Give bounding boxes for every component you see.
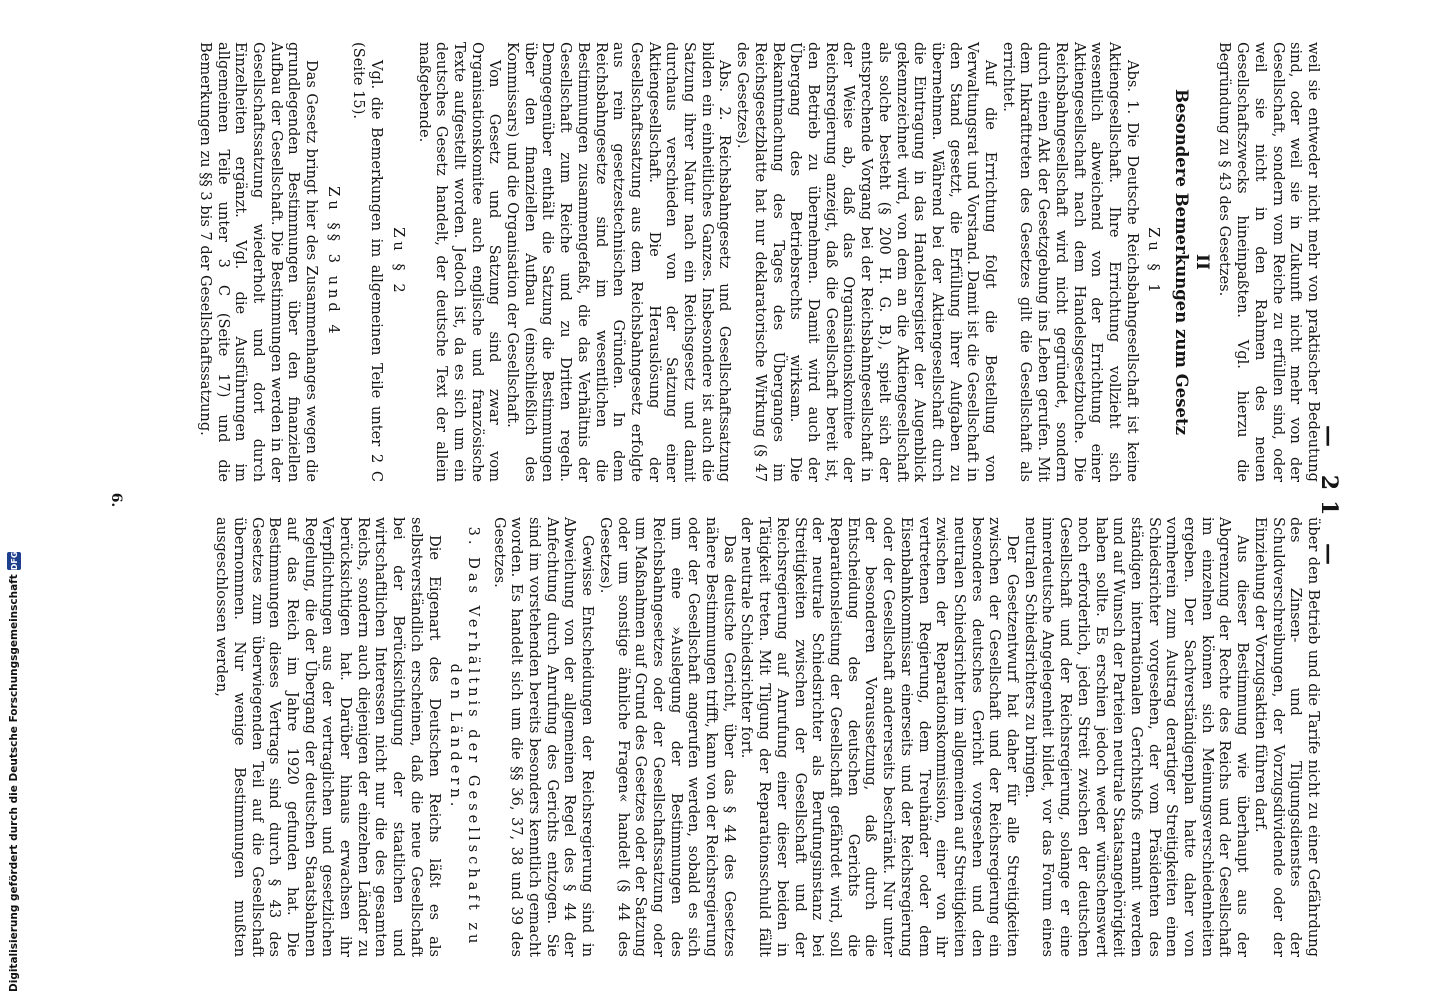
left-column <box>196 42 1322 482</box>
paragraph: Vgl. die Bemerkungen im allgemeinen Teile unter 2 C (Seite 15). <box>350 42 386 482</box>
paragraph: Aus dieser Bestimmung wie überhaupt aus der Abgrenzung der Rechte des Reichs und der Gesellschaft im einzelnen können sich Meinungsverschiedenheiten ergeben. Der Sachverständigenplan hatte daher von vornherein zum Austrag derartiger Streitigkeiten einen Schiedsrichter vorgesehen, der vom Präsidenten des ständigen internationalen Gerichtshofs ernannt werden und auf Wunsch der Parteien neutrale Staatsangehörigkeit haben sollte. Es erschien jedoch weder wünschenswert noch erforderlich, jeden Streit zwischen der deutschen Gesellschaft und der Reichsregierung, solange er eine innerdeutsche Angelegenheit bildet, vor das Forum eines neutralen Schiedsrichters zu bringen. <box>1021 517 1252 957</box>
paragraph: Auf die Errichtung folgt die Bestellung von Verwaltungsrat und Vorstand. Damit ist die Gesellschaft in den Stand gesetzt, die Erfüllung ihrer Aufgaben zu übernehmen. Während bei der Aktiengesellschaft durch die Eintragung in das Handelsregister der Augenblick gekennzeichnet wird, von dem an die Aktiengesellschaft als solche besteht (§ 200 H. G. B.), spielt sich der entsprechende Vorgang bei der Reichsbahngesellschaft in der Weise ab, daß das Organisationskomitee der Reichsregierung anzeigt, daß die Gesellschaft bereit ist, den Betrieb zu übernehmen. Damit wird auch der Übergang des Betriebsrechts wirksam. Die Bekanntmachung des Tages des Überganges im Reichsgesetzblatte hat nur deklaratorische Wirkung (§ 47 des Gesetzes). <box>734 42 1000 482</box>
paragraph: weil sie entweder nicht mehr von praktischer Bedeutung sind, oder weil sie in Zukunft nicht mehr von der Gesellschaft, sondern vom Reiche zu erfüllen sind, oder weil sie nicht in den Rahmen des neuen Gesellschaftszwecks hineinpaßten. Vgl. hierzu die Begründung zu § 43 des Gesetzes. <box>1216 42 1322 482</box>
paragraph: Das Gesetz bringt hier des Zusammenhanges wegen die grundlegenden Bestimmungen über den finanziellen Aufbau der Gesellschaft. Die Bestimmungen werden in der Gesellschaftssatzung wiederholt und dort durch Einzelheiten ergänzt. Vgl. die Ausführungen im allgemeinen Teile unter 3 C (Seite 17) und die Bemerkungen zu §§ 3 bis 7 der Gesellschaftssatzung. <box>196 42 321 482</box>
paragraph: Der Gesetzentwurf hat daher für alle Streitigkeiten zwischen der Gesellschaft und der Reichsregierung ein besonderes deutsches Gericht vorgesehen und den neutralen Schiedsrichter im allgemeinen auf Streitigkeiten zwischen der Reparationskommission, einer von ihr vertretenen Regierung, dem Treuhänder oder dem Eisenbahnkommissar einerseits und der Reichsregierung oder der Gesellschaft andererseits beschränkt. Nur unter der besonderen Voraussetzung, daß durch die Entscheidung des deutschen Gerichts die Reparationsleistung der Gesellschaft gefährdet wird, soll der neutrale Schiedsrichter als Berufungsinstanz bei Streitigkeiten zwischen der Gesellschaft und der Reichsregierung auf Anrufung einer dieser beiden in Tätigkeit treten. Mit Tilgung der Reparationsschuld fällt der neutrale Schiedsrichter fort. <box>738 517 1022 957</box>
paragraph: Gewisse Entscheidungen der Reichsregierung sind in Abweichung von der allgemeinen Regel des § 44 der Anfechtung durch Anrufung des Gerichts entzogen. Sie sind im vorstehenden bereits besonders kenntlich gemacht worden. Es handelt sich um die §§ 36, 37, 38 und 39 des Gesetzes. <box>490 517 597 957</box>
paragraph-heading: Zu § 1 <box>1145 227 1163 297</box>
page-number: — 21 — <box>1316 425 1342 575</box>
paragraph: Abs. 1. Die Deutsche Reichsbahngesellschaft ist keine Aktiengesellschaft. Ihre Errichtung vollzieht sich wesentlich abweichend von der Errichtung einer Aktiengesellschaft nach dem Handelsgesetzbuche. Die Reichsbahngesellschaft wird nicht gegründet, sondern durch einen Akt der Gesetzgebung ins Leben gerufen. Mit dem Inkrafttreten des Gesetzes gilt die Gesellschaft als errichtet. <box>999 42 1141 482</box>
section-title: Besondere Bemerkungen zum Gesetz <box>1172 89 1192 435</box>
paragraph: über den Betrieb und die Tarife nicht zu einer Gefährdung des Zinsen- und Tilgungsdienstes der Schuldverschreibungen, der Vorzugsdividende oder der Einziehung der Vorzugsaktien führen darf. <box>1251 517 1322 957</box>
digitization-credit <box>3 551 25 992</box>
signature-mark: 6. <box>108 492 124 508</box>
dfg-logo-icon: DFG <box>7 552 21 571</box>
paragraph: Das deutsche Gericht, über das § 44 des Gesetzes nähere Bestimmungen trifft, kann von der Reichsregierung oder der Gesellschaft angerufen werden, sobald es sich um eine »Auslegung der Bestimmungen des Reichsbahngesetzes oder der Gesellschaftssatzung oder um Maßnahmen auf Grund des Gesetzes oder der Satzung oder um sonstige ähnliche Fragen« handelt (§ 44 des Gesetzes). <box>596 517 738 957</box>
right-column <box>212 517 1322 957</box>
paragraph: Von Gesetz und Satzung sind zwar vom Organisationskomitee auch englische und französische Texte aufgestellt worden. Jedoch ist, da es sich um ein deutsches Gesetz handelt, der deutsche Text der allein maßgebende. <box>415 42 504 482</box>
paragraph-heading: Zu §§ 3 und 4 <box>324 186 342 338</box>
subsection-heading: 3. Das Verhältnis der Gesellschaft zu den Ländern. <box>447 526 482 948</box>
paragraph: Die Eigenart des Deutschen Reichs läßt es als selbstverständlich erscheinen, daß die neue Gesellschaft bei der Berücksichtigung der staatlichen und wirtschaftlichen Interessen nicht nur die des gesamten Reichs, sondern auch diejenigen der einzelnen Länder zu berücksichtigen hat. Darüber hinaus erwachsen ihr Verpflichtungen aus der vertraglichen und gesetzlichen Regelung, die der Übergang der deutschen Staatsbahnen auf das Reich im Jahre 1920 gefunden hat. Die Bestimmungen dieses Vertrags sind durch § 43 des Gesetzes zum überwiegenden Teil auf die Gesellschaft übernommen. Nur wenige Bestimmungen mußten ausgeschlossen werden, <box>213 517 443 957</box>
section-number: II <box>1191 254 1212 270</box>
paragraph: Abs. 2. Reichsbahngesetz und Gesellschaftssatzung bilden ein einheitliches Ganzes. Insbesondere ist auch die Satzung ihrer Natur nach ein Reichsgesetz und damit durchaus verschieden von der Satzung einer Aktiengesellschaft. Die Herauslösung der Gesellschaftssatzung aus dem Reichsbahngesetz erfolgte aus rein gesetzestechnischen Gründen. In dem Reichsbahngesetze sind im wesentlichen die Bestimmungen zusammengefaßt, die das Verhältnis der Gesellschaft zum Reiche und zu Dritten regeln. Demgegenüber enthält die Satzung die Bestimmungen über den finanziellen Aufbau (einschließlich des Kommissars) und die Organisation der Gesellschaft. <box>504 42 734 482</box>
credit-text: Digitalisierung gefördert durch die Deutsche Forschungsgemeinschaft <box>8 574 20 992</box>
paragraph-heading: Zu § 2 <box>389 227 407 297</box>
